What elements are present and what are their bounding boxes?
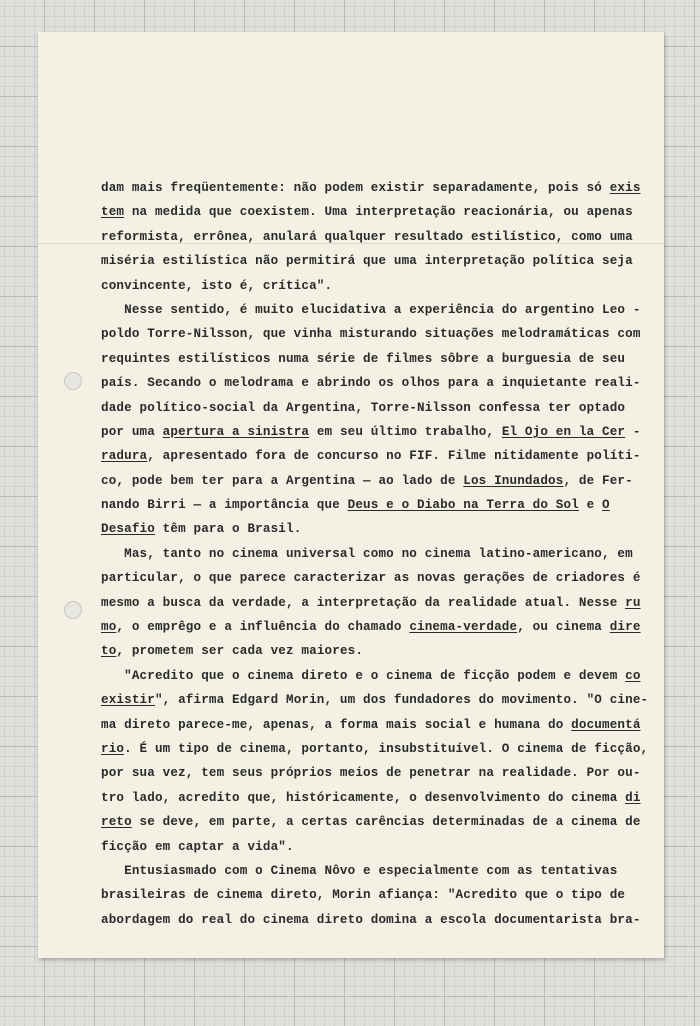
underlined-segment: exis — [609, 181, 641, 195]
text-segment: , o emprêgo e a influência do chamado — [116, 620, 410, 635]
text-line — [101, 444, 641, 468]
underlined-segment: Los Inundados — [463, 473, 564, 488]
text-segment: brasileiras de cinema direto, Morin afiança: "Acredito que o tipo de — [101, 888, 626, 903]
text-line — [101, 835, 641, 859]
text-segment: ficção em captar a vida". — [101, 839, 294, 854]
text-line — [101, 786, 641, 810]
text-line — [101, 737, 649, 761]
text-line — [101, 274, 641, 298]
text-segment: em seu último trabalho, — [309, 424, 502, 439]
text-line — [101, 322, 641, 346]
text-line — [101, 566, 641, 590]
text-line — [101, 664, 641, 688]
text-segment: Nesse sentido, é muito elucidativa a experiência do argentino Leo - — [101, 302, 641, 317]
text-line — [101, 493, 641, 517]
text-line — [101, 615, 641, 639]
text-segment: nando Birri — a importância que — [101, 498, 348, 513]
text-segment: por sua vez, tem seus próprios meios de penetrar na realidade. Por ou- — [101, 766, 641, 781]
text-segment: dade político-social da Argentina, Torre-Nilsson confessa ter optado — [101, 400, 626, 415]
underlined-segment: Deus e o Diabo na Terra do Sol — [347, 498, 579, 513]
underlined-segment: O — [602, 498, 610, 513]
text-line — [101, 420, 641, 444]
text-segment: e — [578, 498, 602, 513]
text-segment: , ou cinema — [517, 620, 610, 635]
document-body — [101, 176, 649, 932]
underlined-segment: mo — [101, 620, 117, 635]
text-segment: , apresentado fora de concurso no FIF. Filme nitidamente políti- — [147, 449, 641, 464]
typewritten-page — [38, 32, 664, 958]
text-line — [101, 639, 641, 663]
text-line — [101, 347, 641, 371]
text-line — [101, 883, 641, 907]
text-segment: miséria estilística não permitirá que uma interpretação política seja — [101, 254, 633, 269]
underlined-segment: tem — [101, 205, 125, 220]
text-segment: convincente, isto é, crítica". — [101, 278, 333, 293]
underlined-segment: reto — [101, 815, 132, 830]
text-line — [101, 225, 641, 249]
text-segment: requintes estilísticos numa série de filmes sôbre a burguesia de seu — [101, 351, 626, 366]
text-segment: tro lado, acredito que, históricamente, o desenvolvimento do cinema — [101, 790, 626, 805]
text-line — [101, 591, 641, 615]
text-segment: na medida que coexistem. Uma interpretação reacionária, ou apenas — [124, 205, 633, 220]
text-segment: ma direto parece-me, apenas, a forma mais social e humana do — [101, 717, 572, 732]
text-segment: mesmo a busca da verdade, a interpretação da realidade atual. Nesse — [101, 595, 626, 610]
underlined-segment: to — [101, 644, 117, 659]
text-line — [101, 200, 641, 224]
text-segment: - — [625, 424, 641, 439]
text-segment: poldo Torre-Nilsson, que vinha misturando situações melodramáticas com — [101, 327, 641, 342]
text-line — [101, 859, 641, 883]
text-segment: país. Secando o melodrama e abrindo os olhos para a inquietante reali- — [101, 376, 641, 391]
text-line — [101, 371, 641, 395]
underlined-segment: rio — [101, 741, 125, 756]
text-line — [101, 249, 641, 273]
underlined-segment: ru — [625, 595, 641, 610]
punch-hole-icon — [64, 601, 82, 619]
text-segment: por uma — [101, 424, 163, 439]
text-line — [101, 688, 649, 712]
text-line — [101, 396, 641, 420]
underlined-segment: radura — [101, 449, 148, 464]
text-segment: co, pode bem ter para a Argentina — ao lado de — [101, 473, 464, 488]
text-line — [101, 298, 641, 322]
text-segment: dam mais freqüentemente: não podem existir separadamente, pois só — [101, 181, 610, 195]
text-segment: se deve, em parte, a certas carências determinadas de a cinema de — [131, 815, 641, 830]
text-line — [101, 810, 641, 834]
text-segment: , de Fer- — [563, 473, 633, 488]
underlined-segment: apertura a sinistra — [162, 424, 310, 439]
underlined-segment: cinema-verdade — [409, 620, 518, 635]
text-segment: têm para o Brasil. — [154, 522, 302, 537]
text-line — [101, 517, 641, 541]
underlined-segment: El Ojo en la Cer — [501, 424, 626, 439]
underlined-segment: existir — [101, 693, 155, 708]
text-line — [101, 908, 641, 932]
text-line — [101, 713, 641, 737]
text-segment: Entusiasmado com o Cinema Nôvo e especialmente com as tentativas — [101, 863, 618, 878]
text-segment: . É um tipo de cinema, portanto, insubstituível. O cinema de ficção, — [124, 741, 649, 756]
underlined-segment: co — [625, 668, 641, 683]
text-line — [101, 469, 641, 493]
underlined-segment: di — [625, 790, 641, 805]
text-segment: ", afirma Edgard Morin, um dos fundadores do movimento. "O cine- — [154, 693, 649, 708]
underlined-segment: documentá — [571, 717, 641, 732]
text-segment: reformista, errônea, anulará qualquer resultado estilístico, como uma — [101, 229, 633, 244]
text-segment: "Acredito que o cinema direto e o cinema de ficção podem e devem — [101, 668, 626, 683]
text-segment: , prometem ser cada vez maiores. — [116, 644, 364, 659]
text-line — [101, 542, 641, 566]
text-segment: particular, o que parece caracterizar as novas gerações de criadores é — [101, 571, 641, 586]
text-line — [101, 761, 641, 785]
underlined-segment: dire — [609, 620, 641, 635]
punch-hole-icon — [64, 372, 82, 390]
text-segment: Mas, tanto no cinema universal como no cinema latino-americano, em — [101, 546, 633, 561]
text-segment: abordagem do real do cinema direto domina a escola documentarista bra- — [101, 912, 641, 927]
underlined-segment: Desafio — [101, 522, 155, 537]
text-line — [101, 176, 641, 200]
